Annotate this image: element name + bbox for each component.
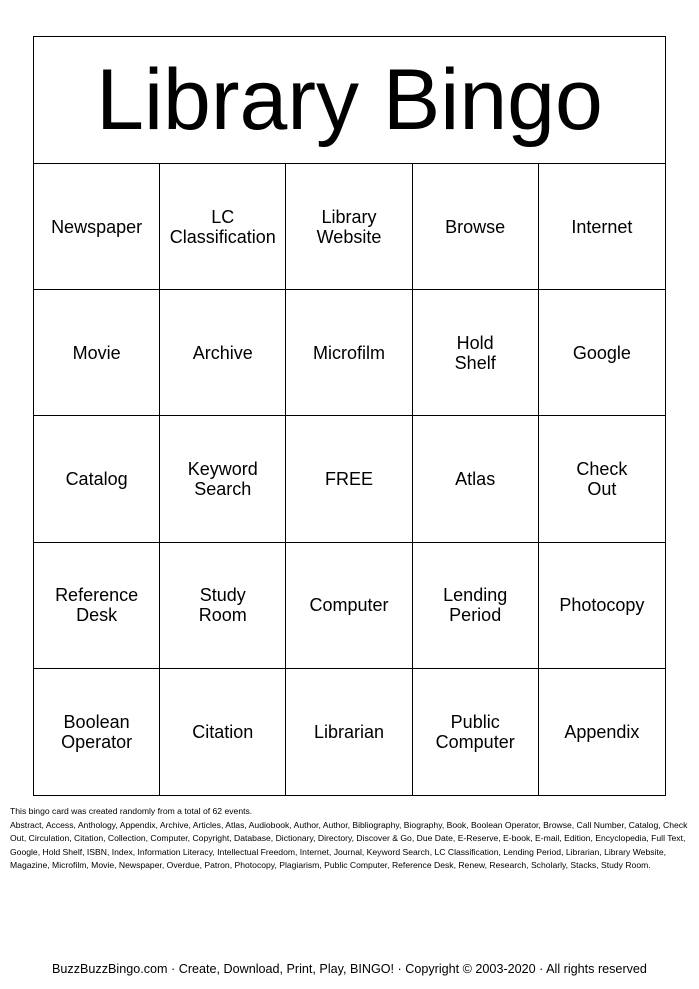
bingo-cell: Boolean Operator bbox=[34, 669, 160, 795]
bingo-cell: Hold Shelf bbox=[413, 290, 539, 416]
card-title: Library Bingo bbox=[34, 37, 665, 164]
bingo-cell: Study Room bbox=[160, 543, 286, 669]
bingo-cell: Computer bbox=[286, 543, 412, 669]
bingo-cell: Photocopy bbox=[539, 543, 665, 669]
bingo-card bbox=[33, 36, 666, 796]
bingo-cell: Browse bbox=[413, 164, 539, 290]
bingo-cell: Lending Period bbox=[413, 543, 539, 669]
bingo-cell: Librarian bbox=[286, 669, 412, 795]
bingo-cell: Keyword Search bbox=[160, 416, 286, 542]
page-footer: BuzzBuzzBingo.com · Create, Download, Print, Play, BINGO! · Copyright © 2003-2020 · All rights reserved bbox=[52, 962, 647, 976]
bingo-cell: Microfilm bbox=[286, 290, 412, 416]
bingo-cell: Citation bbox=[160, 669, 286, 795]
bingo-cell-free: FREE bbox=[286, 416, 412, 542]
card-info bbox=[10, 805, 690, 873]
bingo-cell: LC Classification bbox=[160, 164, 286, 290]
bingo-cell: Movie bbox=[34, 290, 160, 416]
info-event-list: Abstract, Access, Anthology, Appendix, Archive, Articles, Atlas, Audiobook, Author, Author, Bibliography, Biography, Book, Boolean Operator, Browse, Call Number, Catalog, Check Out, Circulation, Citation, Collection, Computer, Copyright, Database, Dictionary, Directory, Discover & Go, Due Date, E-Reserve, E-book, E-mail, Edition, Encyclopedia, Full Text, Google, Hold Shelf, ISBN, Index, Information Literacy, Intellectual Freedom, Internet, Journal, Keyword Search, LC Classification, Lending Period, Librarian, Library Website, Magazine, Microfilm, Movie, Newspaper, Overdue, Patron, Photocopy, Plagiarism, Public Computer, Reference Desk, Renew, Research, Scholarly, Stacks, Study Room. bbox=[10, 819, 688, 870]
bingo-cell: Atlas bbox=[413, 416, 539, 542]
bingo-cell: Archive bbox=[160, 290, 286, 416]
info-intro: This bingo card was created randomly from a total of 62 events. bbox=[10, 806, 253, 816]
bingo-cell: Check Out bbox=[539, 416, 665, 542]
bingo-cell: Internet bbox=[539, 164, 665, 290]
bingo-cell: Appendix bbox=[564, 721, 640, 742]
bingo-cell: Catalog bbox=[34, 416, 160, 542]
bingo-grid bbox=[34, 164, 665, 795]
bingo-cell: Newspaper bbox=[34, 164, 160, 290]
bingo-cell: Library Website bbox=[286, 164, 412, 290]
bingo-cell: Reference Desk bbox=[34, 543, 160, 669]
bingo-cell: Google bbox=[539, 290, 665, 416]
bingo-cell: Public Computer bbox=[413, 669, 539, 795]
